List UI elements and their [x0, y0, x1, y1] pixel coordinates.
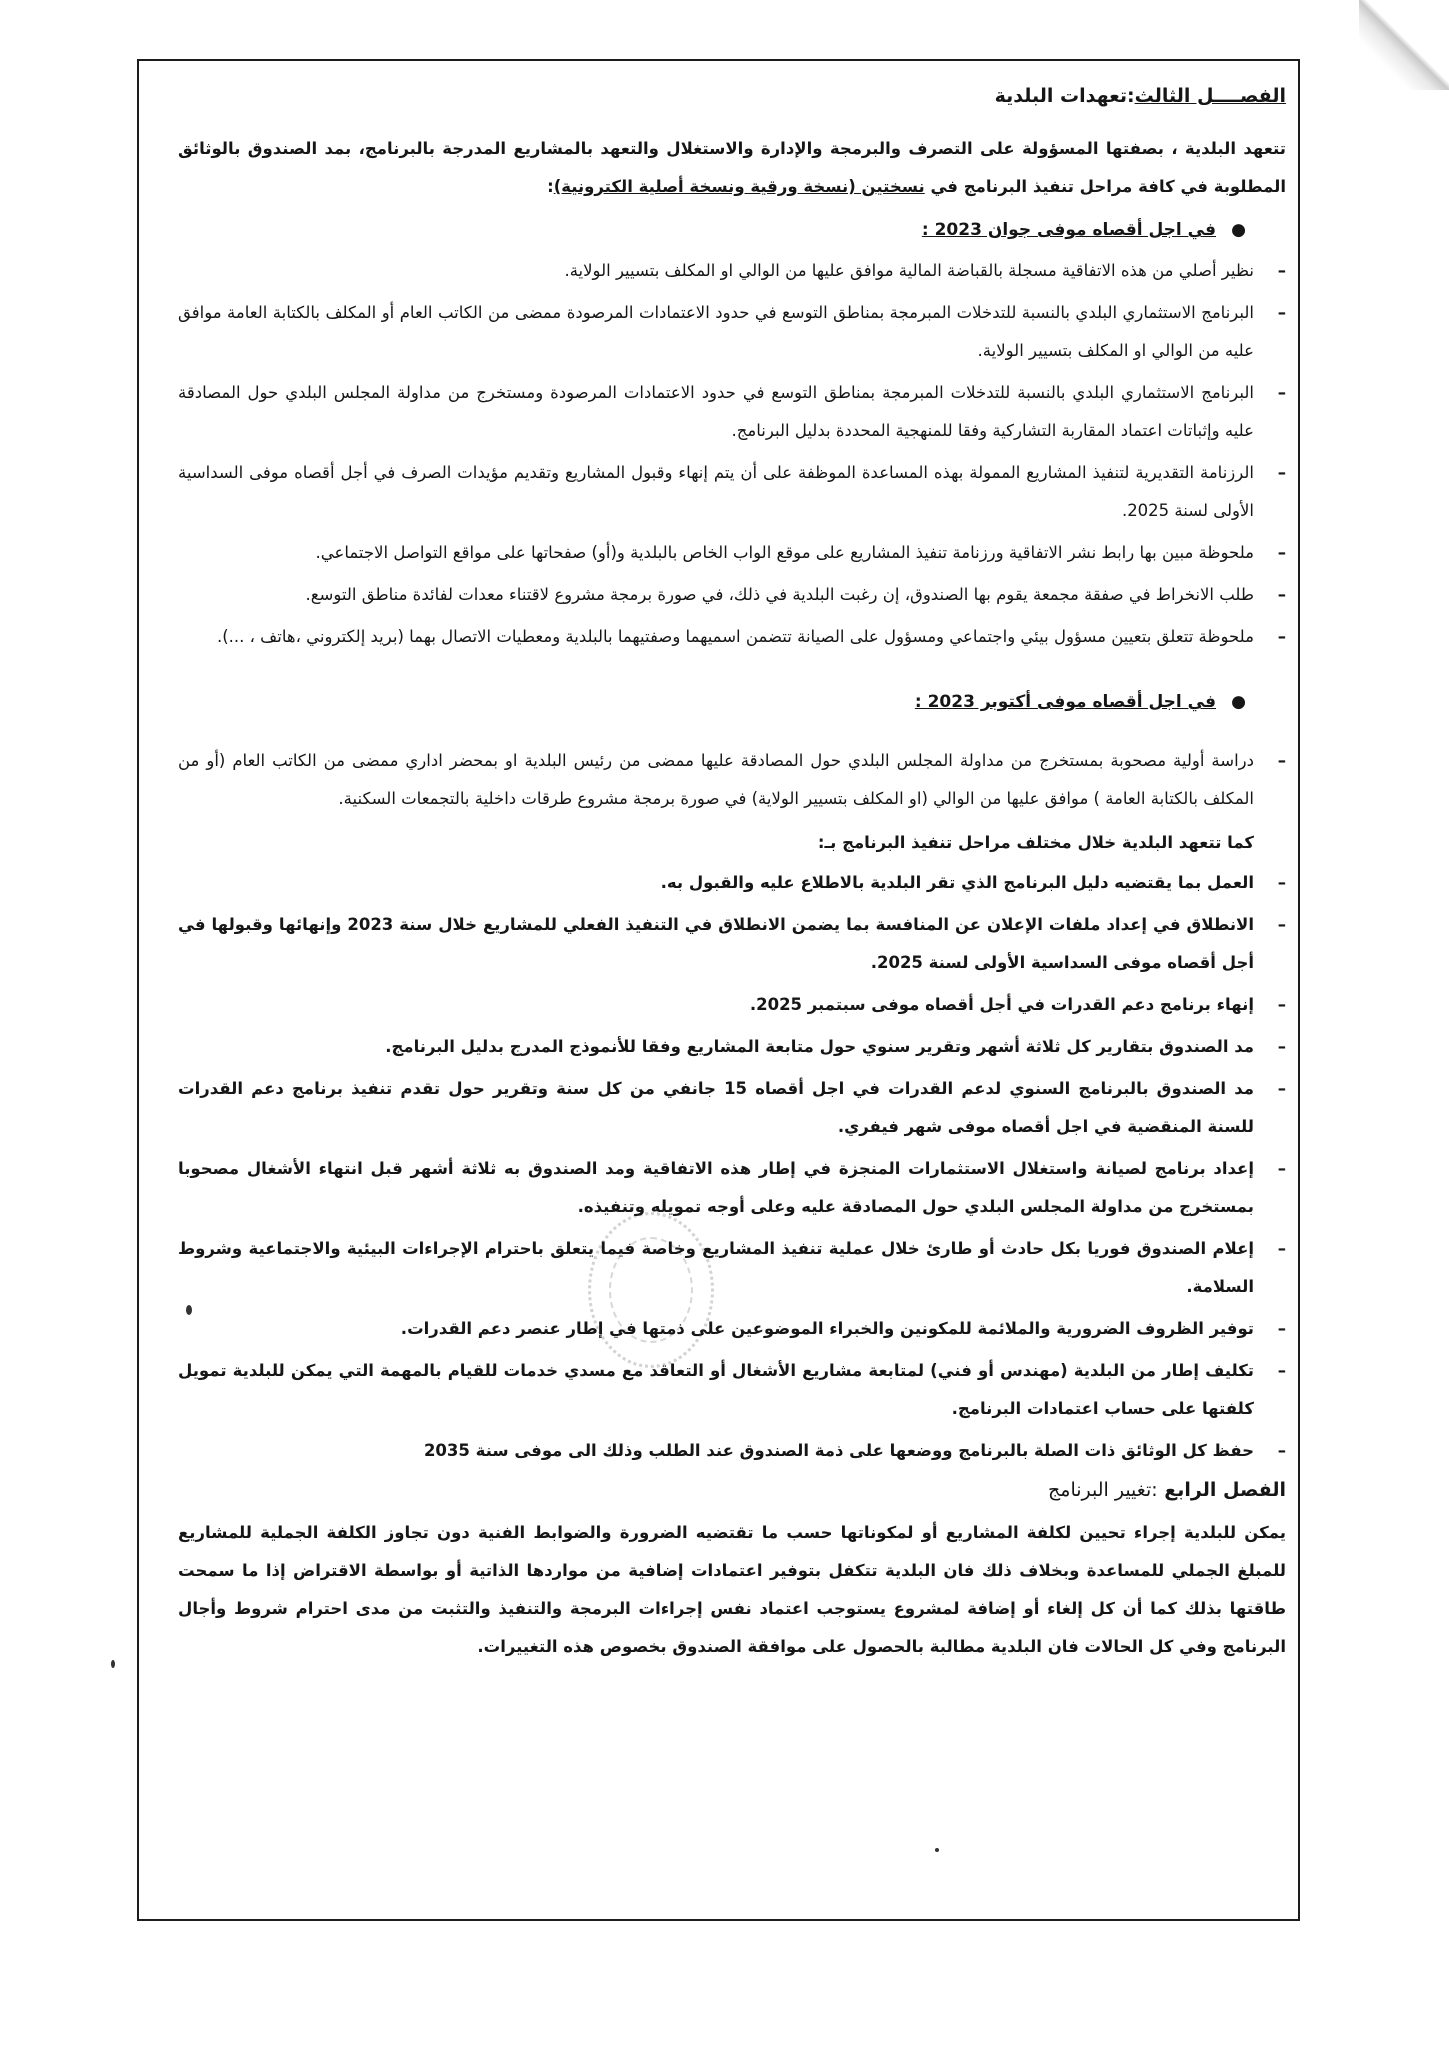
dash-icon: – — [1277, 627, 1286, 646]
dash-icon: – — [1277, 751, 1286, 770]
dash-icon: – — [1277, 995, 1286, 1014]
dash-icon: – — [1277, 1441, 1286, 1460]
intro-text: تتعهد البلدية ، بصفتها المسؤولة على التصرف والبرمجة والإدارة والاستغلال والتعهد بالمشاريع المدرجة بالبرنامج، بمد الصندوق بالوثائق المطلوبة في كافة مراحل تنفيذ البرنامج في — [178, 139, 1286, 196]
commitments-heading: كما تتعهد البلدية خلال مختلف مراحل تنفيذ البرنامج بـ: — [817, 833, 1254, 852]
list-item-text: حفظ كل الوثائق ذات الصلة بالبرنامج ووضعها على ذمة الصندوق عند الطلب وذلك الى موفى سنة 2035 — [423, 1441, 1254, 1460]
deadline2-list — [178, 742, 1286, 818]
dash-icon: – — [1277, 261, 1286, 280]
list-item — [178, 742, 1286, 818]
bullet-icon: ● — [1231, 692, 1246, 712]
list-item-text: تكليف إطار من البلدية (مهندس أو فني) لمتابعة مشاريع الأشغال أو التعاقد مع مسدي خدمات للقيام بالمهمة التي يمكن للبلدية تمويل كلفتها على حساب اعتمادات البرنامج. — [178, 1361, 1254, 1418]
chapter4-title: :تغيير البرنامج — [1048, 1479, 1158, 1501]
dash-icon: – — [1277, 1079, 1286, 1098]
list-item — [178, 1028, 1286, 1066]
list-item — [178, 1432, 1286, 1470]
document-body — [178, 80, 1286, 1672]
dash-icon: – — [1277, 585, 1286, 604]
list-item — [178, 576, 1286, 614]
chapter4-label: الفصل الرابع — [1164, 1479, 1286, 1501]
list-item-text: ملحوظة تتعلق بتعيين مسؤول بيئي واجتماعي ومسؤول على الصيانة تتضمن اسميهما وصفتيهما بالبلدية ومعطيات الاتصال بهما (بريد إلكتروني ،هاتف ، ...). — [216, 627, 1254, 646]
list-item — [178, 1150, 1286, 1226]
dash-icon: – — [1277, 303, 1286, 322]
list-item — [178, 294, 1286, 370]
list-item — [178, 618, 1286, 656]
ink-speck — [935, 1848, 939, 1852]
dash-icon: – — [1277, 1361, 1286, 1380]
chapter4-heading — [178, 1474, 1286, 1506]
list-item — [178, 374, 1286, 450]
list-item-text: مد الصندوق بتقارير كل ثلاثة أشهر وتقرير سنوي حول متابعة المشاريع وفقا للأنموذج المدرج بدليل البرنامج. — [385, 1037, 1254, 1056]
dash-icon: – — [1277, 915, 1286, 934]
deadline1-heading — [178, 212, 1286, 248]
chapter3-intro — [178, 130, 1286, 206]
chapter3-label: الفصــــل الثالث — [1134, 85, 1286, 107]
dash-icon: – — [1277, 873, 1286, 892]
list-item — [178, 252, 1286, 290]
list-item-text: الانطلاق في إعداد ملفات الإعلان عن المنافسة بما يضمن الانطلاق في التنفيذ الفعلي للمشاريع خلال سنة 2023 وإنهائها وقبولها في أجل أقصاه موفى السداسية الأولى لسنة 2025. — [178, 915, 1254, 972]
list-item-text: دراسة أولية مصحوبة بمستخرج من مداولة المجلس البلدي حول المصادقة عليها ممضى من رئيس البلدية او بمحضر اداري ممضى من الكاتب العام (أو من المكلف بالكتابة العامة ) موافق عليها من الوالي (او المكلف بتسيير الولاية) في صورة برمجة مشروع طرقات داخلية بالتجمعات السكنية. — [178, 751, 1254, 808]
deadline1-text: في اجل أقصاه موفى جوان 2023 : — [921, 220, 1216, 240]
list-item-text: مد الصندوق بالبرنامج السنوي لدعم القدرات في اجل أقصاه 15 جانفي من كل سنة وتقرير حول تقدم تنفيذ برنامج دعم القدرات للسنة المنقضية في اجل أقصاه موفى شهر فيفري. — [178, 1079, 1254, 1136]
intro-copies-text: نسختين (نسخة ورقية ونسخة أصلية الكترونية) — [553, 177, 925, 196]
list-item — [178, 454, 1286, 530]
dash-icon: – — [1277, 383, 1286, 402]
commitments-list — [178, 864, 1286, 1470]
list-item-text: البرنامج الاستثماري البلدي بالنسبة للتدخلات المبرمجة بمناطق التوسع في حدود الاعتمادات المرصودة ممضى من الكاتب العام أو المكلف بالكتابة العامة موافق عليه من الوالي او المكلف بتسيير الولاية. — [178, 303, 1254, 360]
deadline1-list — [178, 252, 1286, 656]
list-item-text: طلب الانخراط في صفقة مجمعة يقوم بها الصندوق، إن رغبت البلدية في ذلك، في صورة برمجة مشروع لاقتناء معدات لفائدة مناطق التوسع. — [305, 585, 1254, 604]
dash-icon: – — [1277, 543, 1286, 562]
list-item — [178, 1310, 1286, 1348]
list-item — [178, 906, 1286, 982]
list-item-text: توفير الظروف الضرورية والملائمة للمكونين والخبراء الموضوعين على ذمتها في إطار عنصر دعم القدرات. — [400, 1319, 1254, 1338]
chapter4-body: يمكن للبلدية إجراء تحيين لكلفة المشاريع أو لمكوناتها حسب ما تقتضيه الضرورة والضوابط الفنية دون تجاوز الكلفة الجملية للمشاريع للمبلغ الجملي للمساعدة وبخلاف ذلك فان البلدية تتكفل بتوفير اعتمادات إضافية من مواردها الذاتية أو بواسطة الاقتراض إذا ما سمحت طاقتها بذلك كما أن كل إلغاء أو إضافة لمشروع يستوجب اعتماد نفس إجراءات البرمجة والتنفيذ والتثبت من مدى احترام شروط وأجال البرنامج وفي كل الحالات فان البلدية مطالبة بالحصول على موافقة الصندوق بخصوص هذه التغييرات. — [178, 1523, 1286, 1656]
list-item — [178, 534, 1286, 572]
dash-icon: – — [1277, 1239, 1286, 1258]
list-item-text: ملحوظة مبين بها رابط نشر الاتفاقية ورزنامة تنفيذ المشاريع على موقع الواب الخاص بالبلدية و(أو) صفحاتها على مواقع التواصل الاجتماعي. — [315, 543, 1254, 562]
list-item — [178, 1230, 1286, 1306]
list-item-text: البرنامج الاستثماري البلدي بالنسبة للتدخلات المبرمجة بمناطق التوسع في حدود الاعتمادات المرصودة ومستخرج من مداولة المجلس البلدي حول المصادقة عليه وإثباتات اعتماد المقاربة التشاركية وفقا للمنهجية المحددة بدليل البرنامج. — [178, 383, 1254, 440]
ink-speck — [111, 1660, 115, 1668]
dash-icon: – — [1277, 463, 1286, 482]
bullet-icon: ● — [1231, 220, 1246, 240]
dash-icon: – — [1277, 1159, 1286, 1178]
list-item — [178, 1070, 1286, 1146]
list-item-text: الرزنامة التقديرية لتنفيذ المشاريع الممولة بهذه المساعدة الموظفة على أن يتم إنهاء وقبول المشاريع وتقديم مؤيدات الصرف في أجل أقصاه موفى السداسية الأولى لسنة 2025. — [178, 463, 1254, 520]
list-item-text: إعداد برنامج لصيانة واستغلال الاستثمارات المنجزة في إطار هذه الاتفاقية ومد الصندوق به ثلاثة أشهر قبل انتهاء الأشغال مصحوبا بمستخرج من مداولة المجلس البلدي حول المصادقة عليه وعلى أوجه تمويله وتنفيذه. — [178, 1159, 1254, 1216]
deadline2-heading — [178, 684, 1286, 720]
list-item — [178, 986, 1286, 1024]
intro-colon: : — [547, 177, 554, 196]
list-item-text: إنهاء برنامج دعم القدرات في أجل أقصاه موفى سبتمبر 2025. — [749, 995, 1254, 1014]
list-item — [178, 1352, 1286, 1428]
dash-icon: – — [1277, 1037, 1286, 1056]
list-item-text: العمل بما يقتضيه دليل البرنامج الذي تقر البلدية بالاطلاع عليه والقبول به. — [660, 873, 1254, 892]
list-item-text: إعلام الصندوق فوريا بكل حادث أو طارئ خلال عملية تنفيذ المشاريع وخاصة فيما يتعلق باحترام الإجراءات البيئية والاجتماعية وشروط السلامة. — [178, 1239, 1254, 1296]
deadline2-text: في اجل أقصاه موفى أكتوبر 2023 : — [914, 692, 1216, 712]
list-item-text: نظير أصلي من هذه الاتفاقية مسجلة بالقباضة المالية موافق عليها من الوالي او المكلف بتسيير الولاية. — [564, 261, 1254, 280]
dash-icon: – — [1277, 1319, 1286, 1338]
page-corner-fold — [1359, 0, 1449, 90]
chapter3-title: :تعهدات البلدية — [994, 85, 1135, 107]
chapter3-heading — [178, 80, 1286, 112]
list-item — [178, 864, 1286, 902]
